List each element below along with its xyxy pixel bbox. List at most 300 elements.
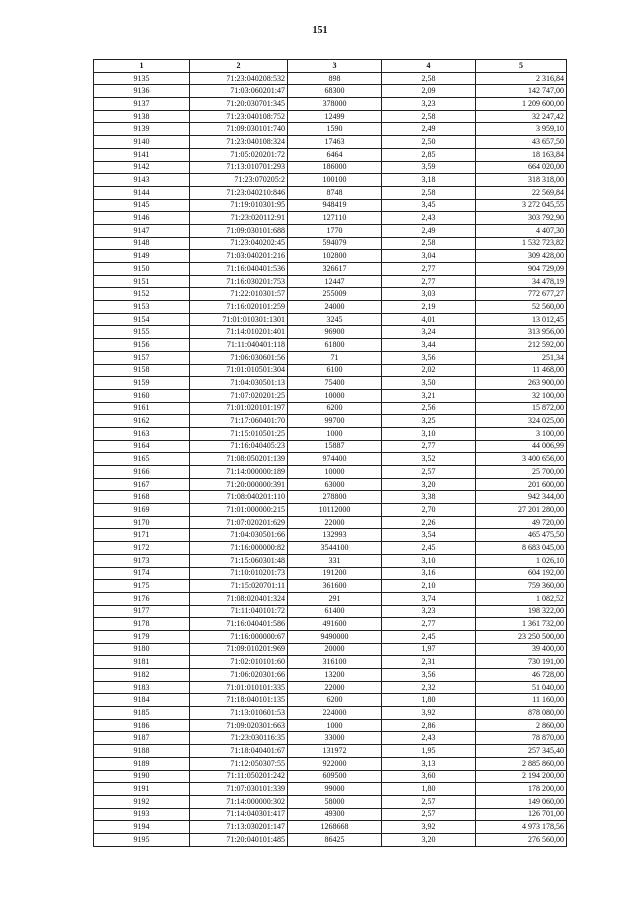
row-number-cell: 9178: [94, 618, 190, 631]
rate-cell: 3,20: [382, 478, 476, 491]
area-cell: 898: [288, 72, 382, 85]
area-cell: 8748: [288, 186, 382, 199]
area-cell: 316100: [288, 656, 382, 669]
value-cell: 18 163,84: [476, 148, 567, 161]
value-cell: 201 600,00: [476, 478, 567, 491]
value-cell: 276 560,00: [476, 833, 567, 846]
row-number-cell: 9150: [94, 263, 190, 276]
rate-cell: 3,59: [382, 161, 476, 174]
area-cell: 99700: [288, 415, 382, 428]
cadastral-number-cell: 71:18:040101:135: [190, 694, 288, 707]
value-cell: 3 272 045,55: [476, 199, 567, 212]
rate-cell: 2,77: [382, 275, 476, 288]
rate-cell: 1,97: [382, 643, 476, 656]
cadastral-number-cell: 71:17:060401:70: [190, 415, 288, 428]
row-number-cell: 9160: [94, 389, 190, 402]
value-cell: 2 316,84: [476, 72, 567, 85]
value-cell: 39 400,00: [476, 643, 567, 656]
table-row: [94, 719, 567, 732]
table-row: [94, 795, 567, 808]
area-cell: 102800: [288, 250, 382, 263]
value-cell: 15 872,00: [476, 402, 567, 415]
area-cell: 331: [288, 554, 382, 567]
rate-cell: 3,92: [382, 821, 476, 834]
value-cell: 52 560,00: [476, 301, 567, 314]
table-row: [94, 567, 567, 580]
value-cell: 178 200,00: [476, 783, 567, 796]
rate-cell: 3,54: [382, 529, 476, 542]
value-cell: 8 683 045,00: [476, 542, 567, 555]
cadastral-number-cell: 71:13:030201:147: [190, 821, 288, 834]
row-number-cell: 9179: [94, 630, 190, 643]
row-number-cell: 9156: [94, 339, 190, 352]
area-cell: 132993: [288, 529, 382, 542]
area-cell: 922000: [288, 757, 382, 770]
row-number-cell: 9145: [94, 199, 190, 212]
cadastral-number-cell: 71:11:050201:242: [190, 770, 288, 783]
rate-cell: 2,57: [382, 808, 476, 821]
column-header-1: 1: [94, 60, 190, 73]
value-cell: 198 322,00: [476, 605, 567, 618]
value-cell: 11 160,00: [476, 694, 567, 707]
cadastral-number-cell: 71:23:040202:45: [190, 237, 288, 250]
row-number-cell: 9192: [94, 795, 190, 808]
rate-cell: 2,02: [382, 364, 476, 377]
cadastral-number-cell: 71:14:040301:417: [190, 808, 288, 821]
table-row: [94, 466, 567, 479]
value-cell: 1 532 723,82: [476, 237, 567, 250]
row-number-cell: 9170: [94, 516, 190, 529]
table-row: [94, 745, 567, 758]
row-number-cell: 9149: [94, 250, 190, 263]
area-cell: 291: [288, 592, 382, 605]
area-cell: 948419: [288, 199, 382, 212]
cadastral-number-cell: 71:15:020701:11: [190, 580, 288, 593]
area-cell: 255009: [288, 288, 382, 301]
cadastral-number-cell: 71:01:010301:1301: [190, 313, 288, 326]
cadastral-number-cell: 71:07:020201:25: [190, 389, 288, 402]
rate-cell: 2,50: [382, 136, 476, 149]
value-cell: 212 592,00: [476, 339, 567, 352]
area-cell: 131972: [288, 745, 382, 758]
row-number-cell: 9140: [94, 136, 190, 149]
rate-cell: 3,44: [382, 339, 476, 352]
row-number-cell: 9188: [94, 745, 190, 758]
cadastral-number-cell: 71:23:040108:324: [190, 136, 288, 149]
table-row: [94, 440, 567, 453]
cadastral-number-cell: 71:07:020201:629: [190, 516, 288, 529]
row-number-cell: 9137: [94, 98, 190, 111]
table-row: [94, 542, 567, 555]
value-cell: 4 973 178,56: [476, 821, 567, 834]
area-cell: 61800: [288, 339, 382, 352]
cadastral-number-cell: 71:03:060201:47: [190, 85, 288, 98]
row-number-cell: 9151: [94, 275, 190, 288]
area-cell: 224000: [288, 707, 382, 720]
column-header-5: 5: [476, 60, 567, 73]
cadastral-number-cell: 71:04:030501:66: [190, 529, 288, 542]
cadastral-number-cell: 71:05:020201:72: [190, 148, 288, 161]
rate-cell: 3,03: [382, 288, 476, 301]
row-number-cell: 9166: [94, 466, 190, 479]
table-row: [94, 326, 567, 339]
table-row: [94, 161, 567, 174]
row-number-cell: 9135: [94, 72, 190, 85]
table-row: [94, 732, 567, 745]
rate-cell: 2,58: [382, 72, 476, 85]
table-row: [94, 478, 567, 491]
table-row: [94, 389, 567, 402]
table-row: [94, 136, 567, 149]
column-header-3: 3: [288, 60, 382, 73]
rate-cell: 2,85: [382, 148, 476, 161]
rate-cell: 3,92: [382, 707, 476, 720]
area-cell: 6200: [288, 694, 382, 707]
rate-cell: 3,23: [382, 605, 476, 618]
rate-cell: 3,25: [382, 415, 476, 428]
cadastral-number-cell: 71:09:010201:969: [190, 643, 288, 656]
rate-cell: 2,43: [382, 732, 476, 745]
cadastral-number-cell: 71:16:040401:536: [190, 263, 288, 276]
cadastral-number-cell: 71:01:020101:197: [190, 402, 288, 415]
value-cell: 32 247,42: [476, 110, 567, 123]
row-number-cell: 9189: [94, 757, 190, 770]
area-cell: 127110: [288, 212, 382, 225]
row-number-cell: 9154: [94, 313, 190, 326]
value-cell: 730 191,00: [476, 656, 567, 669]
area-cell: 71: [288, 351, 382, 364]
cadastral-number-cell: 71:04:030501:13: [190, 377, 288, 390]
rate-cell: 3,23: [382, 98, 476, 111]
cadastral-number-cell: 71:01:010501:304: [190, 364, 288, 377]
row-number-cell: 9162: [94, 415, 190, 428]
row-number-cell: 9155: [94, 326, 190, 339]
area-cell: 58000: [288, 795, 382, 808]
rate-cell: 2,19: [382, 301, 476, 314]
table-row: [94, 770, 567, 783]
value-cell: 34 478,19: [476, 275, 567, 288]
table-row: [94, 123, 567, 136]
table-row: [94, 592, 567, 605]
table-row: [94, 288, 567, 301]
cadastral-number-cell: 71:07:030101:339: [190, 783, 288, 796]
rate-cell: 2,10: [382, 580, 476, 593]
table-row: [94, 529, 567, 542]
row-number-cell: 9186: [94, 719, 190, 732]
table-row: [94, 821, 567, 834]
rate-cell: 1,80: [382, 694, 476, 707]
rate-cell: 1,80: [382, 783, 476, 796]
value-cell: 22 569,84: [476, 186, 567, 199]
row-number-cell: 9174: [94, 567, 190, 580]
value-cell: 324 025,00: [476, 415, 567, 428]
table-row: [94, 516, 567, 529]
value-cell: 44 006,99: [476, 440, 567, 453]
rate-cell: 2,26: [382, 516, 476, 529]
area-cell: 6100: [288, 364, 382, 377]
row-number-cell: 9141: [94, 148, 190, 161]
area-cell: 10112000: [288, 504, 382, 517]
table-row: [94, 364, 567, 377]
cadastral-number-cell: 71:23:040210:846: [190, 186, 288, 199]
value-cell: 3 959,10: [476, 123, 567, 136]
row-number-cell: 9193: [94, 808, 190, 821]
table-row: [94, 783, 567, 796]
value-cell: 1 209 600,00: [476, 98, 567, 111]
cadastral-number-cell: 71:13:010701:293: [190, 161, 288, 174]
cadastral-number-cell: 71:06:030601:56: [190, 351, 288, 364]
cadastral-number-cell: 71:08:050201:139: [190, 453, 288, 466]
row-number-cell: 9163: [94, 427, 190, 440]
cadastral-number-cell: 71:23:030116:35: [190, 732, 288, 745]
rate-cell: 3,21: [382, 389, 476, 402]
area-cell: 24000: [288, 301, 382, 314]
table-row: [94, 757, 567, 770]
value-cell: 303 792,90: [476, 212, 567, 225]
cadastral-number-cell: 71:12:050307:55: [190, 757, 288, 770]
cadastral-number-cell: 71:22:010301:57: [190, 288, 288, 301]
row-number-cell: 9147: [94, 224, 190, 237]
cadastral-number-cell: 71:11:040101:72: [190, 605, 288, 618]
row-number-cell: 9167: [94, 478, 190, 491]
area-cell: 12447: [288, 275, 382, 288]
value-cell: 759 360,00: [476, 580, 567, 593]
table-row: [94, 618, 567, 631]
cadastral-number-cell: 71:16:020101:259: [190, 301, 288, 314]
table-row: [94, 669, 567, 682]
value-cell: 2 194 200,00: [476, 770, 567, 783]
cadastral-number-cell: 71:14:000000:302: [190, 795, 288, 808]
value-cell: 3 400 656,00: [476, 453, 567, 466]
table-row: [94, 174, 567, 187]
row-number-cell: 9136: [94, 85, 190, 98]
area-cell: 1268668: [288, 821, 382, 834]
rate-cell: 3,13: [382, 757, 476, 770]
area-cell: 75400: [288, 377, 382, 390]
area-cell: 99000: [288, 783, 382, 796]
cadastral-number-cell: 71:16:040401:586: [190, 618, 288, 631]
value-cell: 251,34: [476, 351, 567, 364]
rate-cell: 2,70: [382, 504, 476, 517]
table-row: [94, 224, 567, 237]
value-cell: 263 900,00: [476, 377, 567, 390]
area-cell: 1770: [288, 224, 382, 237]
area-cell: 20000: [288, 643, 382, 656]
area-cell: 378000: [288, 98, 382, 111]
value-cell: 309 428,00: [476, 250, 567, 263]
table-row: [94, 694, 567, 707]
area-cell: 15887: [288, 440, 382, 453]
value-cell: 51 040,00: [476, 681, 567, 694]
value-cell: 3 100,00: [476, 427, 567, 440]
row-number-cell: 9183: [94, 681, 190, 694]
table-row: [94, 681, 567, 694]
value-cell: 13 012,45: [476, 313, 567, 326]
rate-cell: 3,52: [382, 453, 476, 466]
cadastral-number-cell: 71:14:010201:401: [190, 326, 288, 339]
rate-cell: 3,18: [382, 174, 476, 187]
cadastral-number-cell: 71:23:020112:91: [190, 212, 288, 225]
row-number-cell: 9142: [94, 161, 190, 174]
rate-cell: 3,56: [382, 669, 476, 682]
row-number-cell: 9144: [94, 186, 190, 199]
row-number-cell: 9148: [94, 237, 190, 250]
table-row: [94, 707, 567, 720]
area-cell: 13200: [288, 669, 382, 682]
area-cell: 49300: [288, 808, 382, 821]
cadastral-number-cell: 71:01:000000:215: [190, 504, 288, 517]
table-row: [94, 377, 567, 390]
table-row: [94, 313, 567, 326]
table-body: [94, 72, 567, 846]
table-row: [94, 808, 567, 821]
area-cell: 191200: [288, 567, 382, 580]
rate-cell: 3,45: [382, 199, 476, 212]
table-row: [94, 415, 567, 428]
area-cell: 33000: [288, 732, 382, 745]
row-number-cell: 9181: [94, 656, 190, 669]
table-row: [94, 453, 567, 466]
value-cell: 878 080,00: [476, 707, 567, 720]
value-cell: 2 885 860,00: [476, 757, 567, 770]
row-number-cell: 9187: [94, 732, 190, 745]
table-row: [94, 263, 567, 276]
row-number-cell: 9159: [94, 377, 190, 390]
area-cell: 326617: [288, 263, 382, 276]
area-cell: 361600: [288, 580, 382, 593]
area-cell: 100100: [288, 174, 382, 187]
table-row: [94, 212, 567, 225]
row-number-cell: 9158: [94, 364, 190, 377]
header-row: [94, 60, 567, 73]
rate-cell: 2,49: [382, 224, 476, 237]
table-row: [94, 605, 567, 618]
row-number-cell: 9173: [94, 554, 190, 567]
rate-cell: 3,16: [382, 567, 476, 580]
row-number-cell: 9176: [94, 592, 190, 605]
value-cell: 78 870,00: [476, 732, 567, 745]
row-number-cell: 9184: [94, 694, 190, 707]
table-row: [94, 351, 567, 364]
cadastral-number-cell: 71:06:020301:66: [190, 669, 288, 682]
cadastral-number-cell: 71:19:010301:95: [190, 199, 288, 212]
value-cell: 1 082,52: [476, 592, 567, 605]
rate-cell: 3,50: [382, 377, 476, 390]
cadastral-number-cell: 71:16:000000:82: [190, 542, 288, 555]
table-row: [94, 580, 567, 593]
value-cell: 149 060,00: [476, 795, 567, 808]
table-row: [94, 833, 567, 846]
rate-cell: 3,60: [382, 770, 476, 783]
rate-cell: 2,09: [382, 85, 476, 98]
value-cell: 1 361 732,00: [476, 618, 567, 631]
rate-cell: 2,77: [382, 618, 476, 631]
cadastral-number-cell: 71:09:030101:740: [190, 123, 288, 136]
value-cell: 465 475,50: [476, 529, 567, 542]
cadastral-number-cell: 71:16:000000:67: [190, 630, 288, 643]
rate-cell: 3,10: [382, 427, 476, 440]
rate-cell: 2,58: [382, 186, 476, 199]
table-row: [94, 402, 567, 415]
rate-cell: 2,77: [382, 263, 476, 276]
area-cell: 22000: [288, 516, 382, 529]
table-row: [94, 72, 567, 85]
cadastral-number-cell: 71:08:020401:324: [190, 592, 288, 605]
value-cell: 126 701,00: [476, 808, 567, 821]
table-row: [94, 504, 567, 517]
cadastral-number-cell: 71:09:030101:688: [190, 224, 288, 237]
column-header-4: 4: [382, 60, 476, 73]
row-number-cell: 9182: [94, 669, 190, 682]
table-row: [94, 656, 567, 669]
cadastral-number-cell: 71:08:040201:110: [190, 491, 288, 504]
area-cell: 22000: [288, 681, 382, 694]
value-cell: 257 345,40: [476, 745, 567, 758]
row-number-cell: 9172: [94, 542, 190, 555]
value-cell: 772 677,27: [476, 288, 567, 301]
column-header-2: 2: [190, 60, 288, 73]
rate-cell: 3,56: [382, 351, 476, 364]
row-number-cell: 9152: [94, 288, 190, 301]
row-number-cell: 9180: [94, 643, 190, 656]
area-cell: 1000: [288, 719, 382, 732]
rate-cell: 3,38: [382, 491, 476, 504]
table-row: [94, 630, 567, 643]
row-number-cell: 9175: [94, 580, 190, 593]
row-number-cell: 9157: [94, 351, 190, 364]
cadastral-number-cell: 71:13:010601:53: [190, 707, 288, 720]
value-cell: 1 026,10: [476, 554, 567, 567]
cadastral-number-cell: 71:15:010501:25: [190, 427, 288, 440]
row-number-cell: 9138: [94, 110, 190, 123]
value-cell: 23 250 500,00: [476, 630, 567, 643]
rate-cell: 3,24: [382, 326, 476, 339]
rate-cell: 2,77: [382, 440, 476, 453]
row-number-cell: 9164: [94, 440, 190, 453]
area-cell: 10000: [288, 466, 382, 479]
cadastral-number-cell: 71:20:000000:391: [190, 478, 288, 491]
rate-cell: 2,57: [382, 466, 476, 479]
cadastral-number-cell: 71:10:010201:73: [190, 567, 288, 580]
table-row: [94, 199, 567, 212]
rate-cell: 1,95: [382, 745, 476, 758]
cadastral-number-cell: 71:16:030201:753: [190, 275, 288, 288]
value-cell: 27 201 280,00: [476, 504, 567, 517]
row-number-cell: 9190: [94, 770, 190, 783]
rate-cell: 2,45: [382, 630, 476, 643]
rate-cell: 2,58: [382, 237, 476, 250]
table-row: [94, 491, 567, 504]
row-number-cell: 9171: [94, 529, 190, 542]
area-cell: 9490000: [288, 630, 382, 643]
area-cell: 96900: [288, 326, 382, 339]
rate-cell: 4,01: [382, 313, 476, 326]
area-cell: 186000: [288, 161, 382, 174]
rate-cell: 2,31: [382, 656, 476, 669]
row-number-cell: 9143: [94, 174, 190, 187]
cadastral-number-cell: 71:01:010101:335: [190, 681, 288, 694]
cadastral-number-cell: 71:16:040405:23: [190, 440, 288, 453]
value-cell: 43 657,50: [476, 136, 567, 149]
rate-cell: 2,49: [382, 123, 476, 136]
value-cell: 46 728,00: [476, 669, 567, 682]
area-cell: 3245: [288, 313, 382, 326]
value-cell: 942 344,00: [476, 491, 567, 504]
table-row: [94, 148, 567, 161]
row-number-cell: 9139: [94, 123, 190, 136]
area-cell: 86425: [288, 833, 382, 846]
rate-cell: 3,04: [382, 250, 476, 263]
